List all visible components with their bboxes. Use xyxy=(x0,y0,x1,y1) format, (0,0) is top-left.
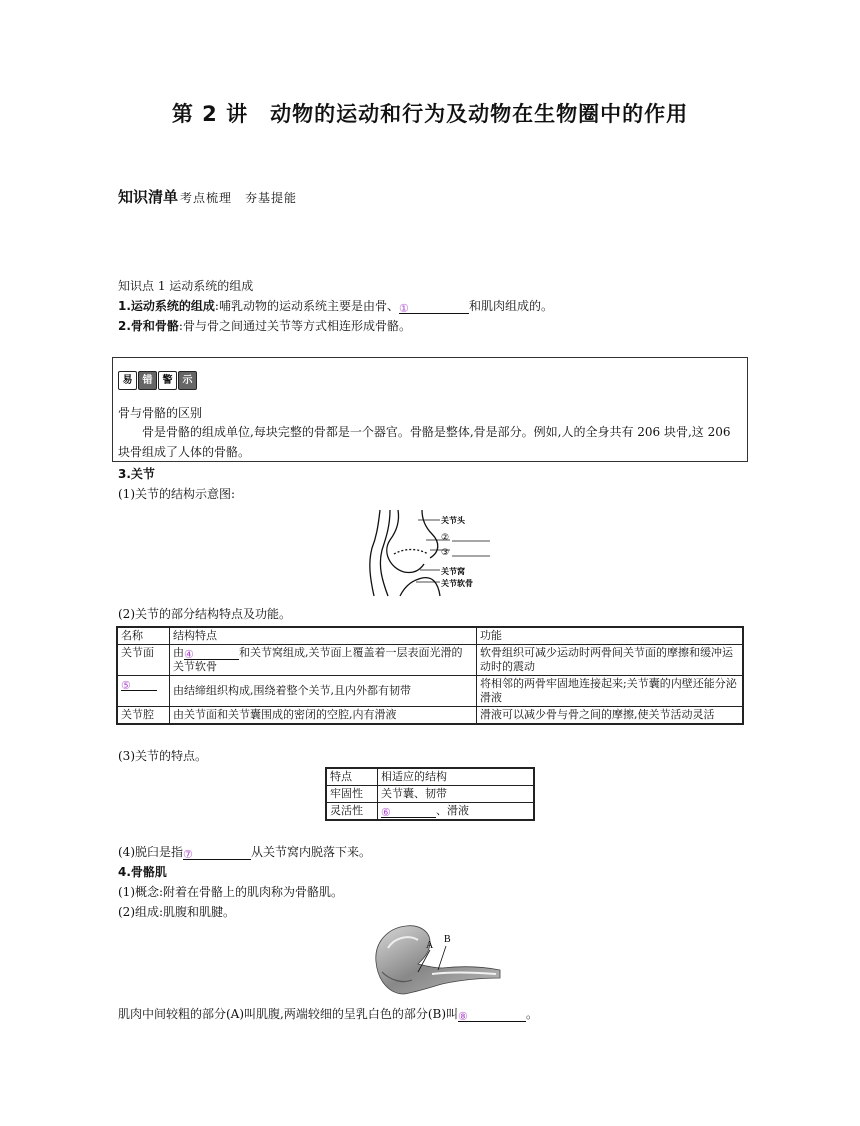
warning-icon-cuo: 错 xyxy=(138,371,157,390)
warning-heading: 骨与骨骼的区别 xyxy=(118,406,203,420)
table-row xyxy=(117,707,743,725)
cell-text: 、滑液 xyxy=(436,804,469,817)
item1 xyxy=(118,298,553,314)
blank-4-num: ④ xyxy=(184,648,194,661)
warning-text: 骨是骨骼的组成单位,每块完整的骨都是一个器官。骨骼是整体,骨是部分。例如,人的全身共有 206 块骨,这 206 块骨组成了人体的骨骼。 xyxy=(118,425,731,459)
cell-text: 由 xyxy=(173,646,184,659)
blank-6[interactable] xyxy=(381,806,436,818)
joint-label-head: 关节头 xyxy=(441,516,465,525)
joint-bone-left-outer xyxy=(370,510,380,596)
warning-icon-jing: 警 xyxy=(158,371,177,390)
blank-5-num: ⑤ xyxy=(121,679,131,692)
last-before: 肌肉中间较粗的部分(A)叫肌腹,两端较细的呈乳白色的部分(B)叫 xyxy=(118,1007,459,1021)
blank-4[interactable] xyxy=(184,648,239,660)
table-cell: 关节囊、韧带 xyxy=(378,786,535,803)
table-cell xyxy=(378,803,535,821)
section-heading xyxy=(118,186,297,207)
item2-lead: 2.骨和骨骼 xyxy=(118,319,179,333)
warning-box xyxy=(112,357,748,462)
table-cell: 由关节面和关节囊围成的密闭的空腔,内有滑液 xyxy=(170,707,477,725)
item4-sub1: (1)概念:附着在骨骼上的肌肉称为骨骼肌。 xyxy=(118,885,344,899)
item3-lead xyxy=(118,466,155,482)
joint-label-2: ② xyxy=(441,533,450,543)
page-title: 第 2 讲 动物的运动和行为及动物在生物圈中的作用 xyxy=(171,102,689,126)
blank-7[interactable] xyxy=(183,846,251,860)
warning-icon-yi: 易 xyxy=(118,371,137,390)
table-cell: 将相邻的两骨牢固地连接起来;关节囊的内壁还能分泌滑液 xyxy=(477,676,744,707)
sub4-before: (4)脱臼是指 xyxy=(118,845,183,859)
table-cell: 关节面 xyxy=(117,645,170,676)
table-header-cell: 功能 xyxy=(477,627,744,645)
item2 xyxy=(118,318,411,334)
joint-structure-table xyxy=(116,626,744,725)
blank-7-num: ⑦ xyxy=(183,848,193,861)
table-header-row xyxy=(326,768,534,786)
table-header-row xyxy=(117,627,743,645)
table-cell: 灵活性 xyxy=(326,803,378,821)
last-after: 。 xyxy=(526,1007,539,1021)
table-header-cell: 名称 xyxy=(117,627,170,645)
blank-5[interactable] xyxy=(121,679,157,691)
item1-lead: 1.运动系统的组成 xyxy=(118,299,215,313)
table-row xyxy=(117,676,743,707)
kp1-title: 知识点 1 运动系统的组成 xyxy=(118,279,254,293)
section-heading-main: 知识清单 xyxy=(118,188,179,206)
table-header-cell: 结构特点 xyxy=(170,627,477,645)
muscle-label-a: A xyxy=(426,940,434,951)
table-cell xyxy=(117,676,170,707)
cell-text: 和关节窝组成,关节面上覆盖着一层表面光滑的关节软骨 xyxy=(173,646,463,673)
table-cell: 牢固性 xyxy=(326,786,378,803)
item3-sub1: (1)关节的结构示意图: xyxy=(118,487,236,501)
item3-sub3: (3)关节的特点。 xyxy=(118,749,207,763)
blank-8[interactable] xyxy=(458,1008,526,1022)
item3-sub2: (2)关节的部分结构特点及功能。 xyxy=(118,607,291,621)
item1-after: 和肌肉组成的。 xyxy=(468,299,553,313)
table-cell: 关节腔 xyxy=(117,707,170,725)
section-subheading: 考点梳理 夯基提能 xyxy=(180,191,298,205)
joint-diagram xyxy=(360,508,500,598)
table-row xyxy=(117,645,743,676)
skeletal-muscle-image xyxy=(368,922,508,1000)
joint-label-3: ③ xyxy=(441,548,450,558)
warning-icons xyxy=(118,371,197,390)
joint-label-socket: 关节窝 xyxy=(441,567,465,576)
item4-lead xyxy=(118,864,167,880)
blank-1[interactable] xyxy=(399,300,469,314)
table-header-cell: 相适应的结构 xyxy=(378,768,535,786)
item3-sub4 xyxy=(118,844,371,860)
warning-icon-shi: 示 xyxy=(178,371,197,390)
blank-6-num: ⑥ xyxy=(381,806,391,819)
muscle-label-b: B xyxy=(444,934,451,945)
table-cell xyxy=(170,645,477,676)
item4-lead-text: 4.骨骼肌 xyxy=(118,865,167,879)
joint-label-cartilage: 关节软骨 xyxy=(441,579,473,588)
blank-8-num: ⑧ xyxy=(458,1010,468,1023)
item4-sub2: (2)组成:肌腹和肌腱。 xyxy=(118,905,236,919)
blank-1-num: ① xyxy=(398,302,409,315)
table-header-cell: 特点 xyxy=(326,768,378,786)
joint-traits-table xyxy=(325,767,535,821)
table-row xyxy=(326,803,534,821)
item2-text: :骨与骨之间通过关节等方式相连形成骨骼。 xyxy=(178,319,411,333)
table-cell: 由结缔组织构成,围绕着整个关节,且内外都有韧带 xyxy=(170,676,477,707)
table-cell: 软骨组织可减少运动时两骨间关节面的摩擦和缓冲运动时的震动 xyxy=(477,645,744,676)
table-row xyxy=(326,786,534,803)
item3-lead-text: 3.关节 xyxy=(118,467,155,481)
table-cell: 滑液可以减少骨与骨之间的摩擦,使关节活动灵活 xyxy=(477,707,744,725)
sub4-after: 从关节窝内脱落下来。 xyxy=(251,845,372,859)
item1-before: :哺乳动物的运动系统主要是由骨、 xyxy=(214,299,399,313)
item4-last xyxy=(118,1006,538,1022)
